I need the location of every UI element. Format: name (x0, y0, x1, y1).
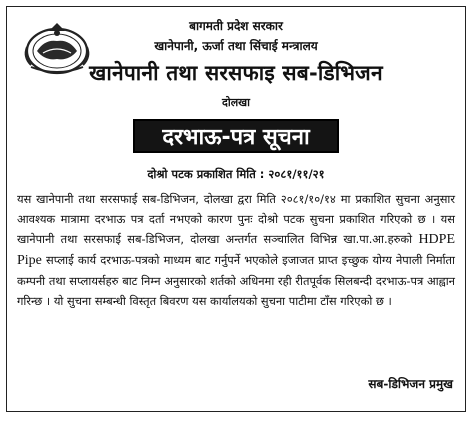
ministry-name: खानेपानी, ऊर्जा तथा सिंचाई मन्त्रालय (154, 39, 318, 53)
district-name: दोलखा (222, 96, 250, 109)
signature: सब-डिभिजन प्रमुख (368, 377, 453, 391)
publish-date-line: दोश्रो पटक प्रकाशित मिति : २०८१/११/२१ (147, 167, 325, 181)
notice-title: दरभाऊ-पत्र सूचना (133, 119, 339, 153)
notice-frame (6, 6, 466, 412)
body-text-part-1: यस खानेपानी तथा सरसफाई सब-डिभिजन, दोलखा द्वरा मिति २०८१/१०/१४ मा प्रकाशित सुचना अनुसार आवश्यक मात्रामा दरभाऊ पत्र दर्ता नभएको कारण पुनः दोश्रो पटक सुचना प्रकाशित गरिएको छ । यस खानेपानी तथा सरसफाई सब-डिभिजन, दोलखा अन्तर्गत सञ्चालित विभिन्न खा.पा.आ.हरुको (17, 192, 455, 246)
body-text-latin: HDPE Pipe (17, 232, 455, 268)
body-text-part-2: सप्लाई कार्य दरभाऊ-पत्रको माध्यम बाट गर्नुपर्ने भएकोले इजाजत प्राप्त इच्छुक योग्य नेपाली निर्माता कम्पनी तथा सप्लायर्सहरु बाट निम्न अनुसारको शर्तको अधिनमा रही रीतपूर्वक सिलबन्दी दरभाऊ-पत्र आह्वान गरिन्छ । यो सुचना सम्बन्धी विस्तृत बिवरण यस कार्यालयको सुचना पाटीमा टाँस गरिएको छ । (17, 253, 455, 308)
notice-body (17, 189, 455, 311)
office-name: खानेपानी तथा सरसफाइ सब-डिभिजन (89, 61, 383, 85)
government-name: बागमती प्रदेश सरकार (189, 19, 283, 33)
